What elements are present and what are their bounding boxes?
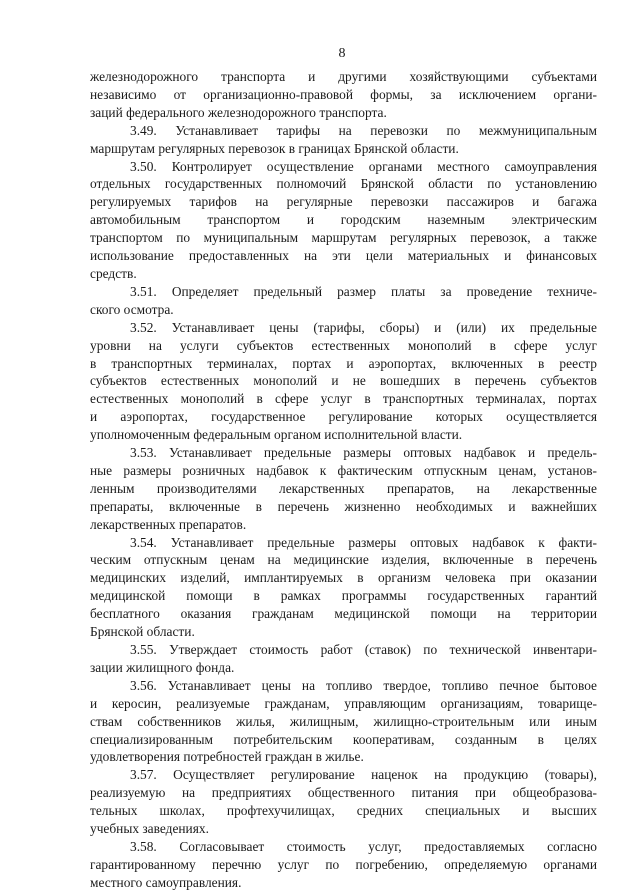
paragraph-3-49 — [90, 122, 597, 158]
text-line: и керосин, реализуемые гражданам, управляющим организациям, товарище- — [90, 695, 597, 711]
text-line: 3.57. Осуществляет регулирование наценок на продукцию (товары), — [130, 767, 597, 783]
text-line: лекарственных препаратов. — [90, 516, 247, 532]
text-line: маршрутам регулярных перевозок в границах Брянской области. — [90, 140, 459, 156]
text-line: реализуемую на предприятиях общественного питания при общеобразова- — [90, 785, 597, 801]
text-line: ческим отпускным ценам на медицинские изделия, включенные в перечень — [90, 552, 597, 568]
text-line: медицинской помощи в рамках программы государственных гарантий — [90, 588, 597, 604]
text-line: транспортом по муниципальным маршрутам регулярных перевозок, а также — [90, 230, 597, 246]
text-line: уполномоченным федеральным органом исполнительной власти. — [90, 427, 463, 443]
text-line: в транспортных терминалах, портах и аэропортах, включенных в реестр — [90, 355, 597, 371]
text-line: и аэропортах, государственное регулирование которых осуществляется — [90, 409, 597, 425]
text-line: заций федерального железнодорожного транспорта. — [90, 104, 387, 120]
text-line: медицинских изделий, имплантируемых в организм человека при оказании — [90, 570, 597, 586]
text-line: уровни на услуги субъектов естественных монополий в сфере услуг — [90, 337, 597, 353]
text-line: ные размеры розничных надбавок к фактическим отпускным ценам, установ- — [90, 462, 597, 478]
text-line: бесплатного оказания гражданам медицинской помощи на территории — [90, 606, 597, 622]
text-line: 3.52. Устанавливает цены (тарифы, сборы) и (или) их предельные — [130, 319, 597, 335]
paragraph-3-52 — [90, 319, 597, 444]
text-line: ленным производителями лекарственных препаратов, на лекарственные — [90, 480, 597, 496]
text-line: 3.53. Устанавливает предельные размеры оптовых надбавок и предель- — [130, 445, 597, 461]
text-line: местного самоуправления. — [90, 874, 242, 890]
paragraph-3-54 — [90, 534, 597, 641]
text-line: автомобильным транспортом и городским наземным электрическим — [90, 212, 597, 228]
text-line: гарантированному перечню услуг по погребению, определяемую органами — [90, 856, 597, 872]
text-line: 3.58. Согласовывает стоимость услуг, предоставляемых согласно — [130, 838, 597, 854]
paragraph-3-55 — [90, 641, 597, 677]
text-line: тельных школах, профтехучилищах, средних специальных и высших — [90, 803, 597, 819]
text-line: 3.56. Устанавливает цены на топливо твердое, топливо печное бытовое — [130, 677, 597, 693]
text-line: отдельных государственных полномочий Брянской области по установлению — [90, 176, 597, 192]
paragraph-3-50 — [90, 158, 597, 283]
text-line: средств. — [90, 265, 137, 281]
text-line: зации жилищного фонда. — [90, 659, 235, 675]
paragraph-3-53 — [90, 444, 597, 534]
text-line: 3.49. Устанавливает тарифы на перевозки по межмуниципальным — [130, 122, 597, 138]
text-line: 3.50. Контролирует осуществление органами местного самоуправления — [130, 158, 597, 174]
text-line: препараты, включенные в перечень жизненно необходимых и важнейших — [90, 498, 597, 514]
text-line: 3.54. Устанавливает предельные размеры оптовых надбавок к факти- — [130, 534, 597, 550]
text-line: специализированным потребительским кооперативам, созданным в целях — [90, 731, 597, 747]
text-line: регулируемых тарифов на регулярные перевозки пассажиров и багажа — [90, 194, 597, 210]
paragraph-3-57 — [90, 766, 597, 838]
paragraph-3-58 — [90, 838, 597, 892]
paragraph-3-56 — [90, 677, 597, 767]
text-line: ского осмотра. — [90, 301, 174, 317]
text-line: субъектов естественных монополий и не вошедших в перечень субъектов — [90, 373, 597, 389]
text-line: естественных монополий в сфере услуг в транспортных терминалах, портах — [90, 391, 597, 407]
text-line: Брянской области. — [90, 624, 195, 640]
document-body — [90, 68, 597, 892]
paragraph-3-51 — [90, 283, 597, 319]
text-line: 3.55. Утверждает стоимость работ (ставок) по технической инвентари- — [130, 642, 597, 657]
text-line: 3.51. Определяет предельный размер платы за проведение техниче- — [130, 283, 597, 299]
paragraph-cont — [90, 68, 597, 122]
text-line: независимо от организационно-правовой формы, за исключением органи- — [90, 86, 597, 102]
text-line: учебных заведениях. — [90, 821, 209, 837]
page-number: 8 — [338, 46, 346, 61]
text-line: ствам собственников жилья, жилищным, жилищно-строительным или иным — [90, 713, 597, 729]
text-line: использование предоставленных на эти цели материальных и финансовых — [90, 248, 597, 264]
text-line: удовлетворения потребностей граждан в жилье. — [90, 749, 364, 765]
text-line: железнодорожного транспорта и другими хозяйствующими субъектами — [90, 69, 597, 84]
